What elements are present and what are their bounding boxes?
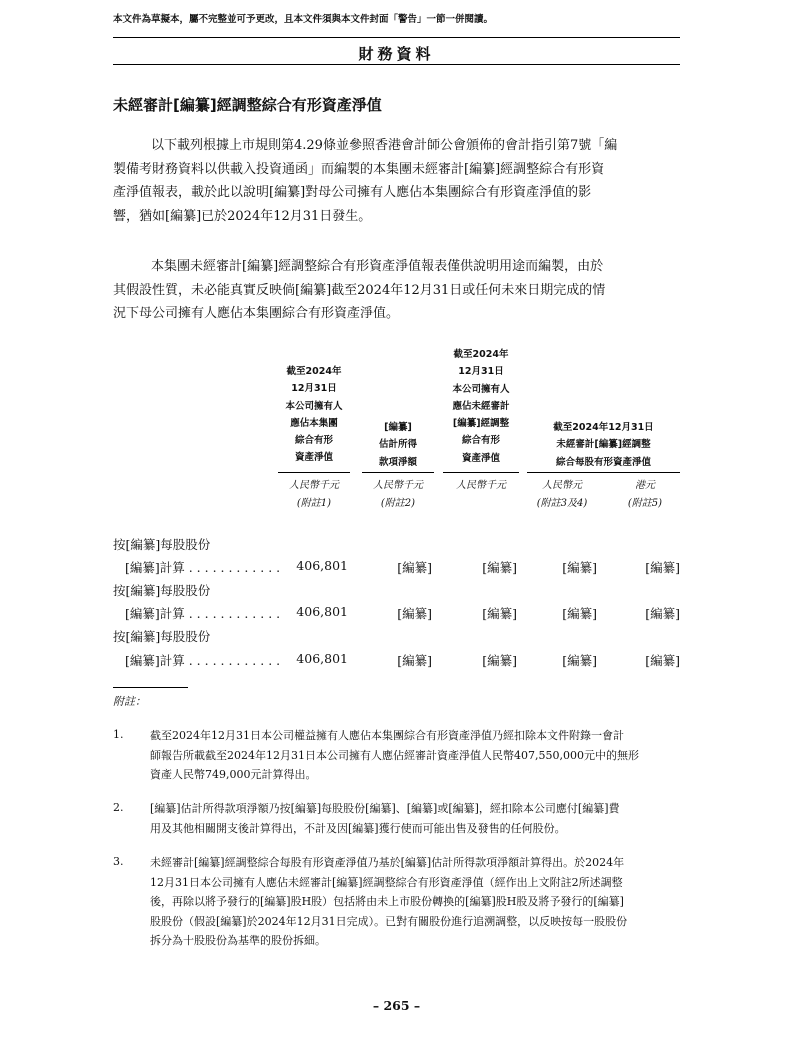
row-label: 按[編纂]每股股份 (113, 583, 211, 598)
table-cell: 406,801 (296, 651, 348, 666)
header-line: 估計所得 (378, 439, 417, 451)
table-cell: [編纂] (562, 653, 597, 668)
paragraph-line: 響，猶如[編纂]已於2024年12月31日發生。 (113, 208, 372, 224)
header-line: 截至2024年12月31日 (553, 422, 654, 433)
unit-note: (附註3及4) (536, 498, 588, 509)
header-line: 未經審計[編纂]經調整 (556, 439, 651, 451)
header-line: 截至2024年 (453, 349, 509, 360)
row-label: [編纂]計算 . . . . . . . . . . . . (125, 560, 281, 575)
title-divider (113, 64, 680, 65)
paragraph-line: 製備考財務資料以供載入投資通函」而編製的本集團未經審計[編纂]經調整綜合有形資 (113, 161, 605, 177)
purpose-paragraph (113, 255, 680, 326)
note-line: [編纂]估計所得款項淨額乃按[編纂]每股股份[編纂]、[編纂]或[編纂]，經扣除本公司應付[編纂]費 (150, 802, 620, 815)
table-cell: [編纂] (397, 653, 432, 668)
note-text (150, 853, 680, 951)
row-label: [編纂]計算 . . . . . . . . . . . . (125, 653, 281, 668)
header-line: 綜合有形 (294, 435, 333, 447)
notes-label: 附註： (113, 695, 146, 708)
header-line: 截至2024年 (286, 366, 342, 377)
col2-header (362, 419, 434, 471)
header-line: 綜合有形 (461, 435, 500, 447)
paragraph-line: 其假設性質，未必能真實反映倘[編纂]截至2024年12月31日或任何未來日期完成的情 (113, 282, 606, 298)
col45-header (527, 419, 680, 471)
note-line: 拆分為十股股份為基準的股份拆細。 (150, 934, 326, 947)
table-cell: 406,801 (296, 558, 348, 573)
header-line: 資產淨值 (294, 452, 333, 464)
paragraph-line: 以下載列根據上市規則第4.29條並參照香港會計師公會頒佈的會計指引第7號「編 (151, 138, 618, 153)
paragraph-line: 況下母公司擁有人應佔本集團綜合有形資產淨值。 (113, 306, 400, 321)
row-label: 按[編纂]每股股份 (113, 537, 211, 552)
note-number: 1. (113, 728, 124, 741)
top-divider (113, 37, 680, 38)
table-cell: [編纂] (482, 653, 517, 668)
page-number: – 265 – (372, 998, 421, 1013)
note-text (150, 726, 680, 785)
notes-divider (113, 687, 188, 688)
col1-header (278, 363, 350, 467)
header-line: [編纂]經調整 (452, 418, 510, 430)
unit-col1 (278, 477, 350, 513)
header-line: 本公司擁有人 (285, 400, 343, 412)
draft-disclaimer: 本文件為草擬本，屬不完整並可予更改，且本文件須與本文件封面「警告」一節一併閱讀。 (113, 14, 494, 25)
col3-rule (443, 472, 519, 473)
col1-rule (278, 472, 350, 473)
intro-paragraph (113, 134, 680, 228)
unit-label: 港元 (635, 480, 655, 491)
col3-header (443, 346, 519, 467)
table-cell: [編纂] (397, 560, 432, 575)
note-number: 3. (113, 855, 124, 868)
table-cell: [編纂] (645, 560, 680, 575)
note-number: 2. (113, 801, 124, 814)
table-cell: [編纂] (397, 606, 432, 621)
page-heading: 未經審計[編纂]經調整綜合有形資產淨值 (113, 96, 382, 114)
note-line: 師報告所載截至2024年12月31日本公司擁有人應佔經審計資產淨值人民幣407,550,000元中的無形 (150, 748, 639, 762)
paragraph-line: 產淨值報表，載於此以說明[編纂]對母公司擁有人應佔本集團綜合有形資產淨值的影 (113, 185, 592, 200)
row-label: 按[編纂]每股股份 (113, 629, 211, 644)
header-line: [編纂] (384, 422, 412, 433)
col45-rule (527, 472, 680, 473)
unit-label: 人民幣千元 (289, 480, 339, 491)
header-line: 款項淨額 (378, 456, 417, 468)
unit-col3 (443, 477, 519, 495)
table-cell: [編纂] (645, 606, 680, 621)
note-text (150, 799, 680, 838)
table-cell: [編纂] (645, 653, 680, 668)
unit-label: 人民幣元 (542, 480, 582, 491)
unit-label: 人民幣千元 (373, 480, 423, 491)
header-line: 12月31日 (291, 383, 337, 395)
table-cell: [編纂] (482, 606, 517, 621)
unit-note: (附註2) (380, 498, 416, 509)
header-line: 應佔未經審計 (452, 400, 510, 412)
note-line: 未經審計[編纂]經調整綜合每股有形資產淨值乃基於[編纂]估計所得款項淨額計算得出。於2024年 (150, 856, 625, 869)
header-line: 綜合每股有形資產淨值 (555, 456, 651, 468)
header-line: 12月31日 (458, 366, 504, 378)
table-cell: [編纂] (562, 606, 597, 621)
unit-note: (附註1) (296, 498, 332, 509)
paragraph-line: 本集團未經審計[編纂]經調整綜合有形資產淨值報表僅供說明用途而編製，由於 (151, 259, 604, 274)
note-line: 後，再除以將予發行的[編纂]股H股）包括將由未上市股份轉換的[編纂]股H股及將予發行的[編纂] (150, 895, 624, 908)
header-line: 資產淨值 (461, 452, 500, 464)
note-line: 12月31日本公司擁有人應佔未經審計[編纂]經調整綜合有形資產淨值（經作出上文附註2所述調整 (150, 875, 623, 889)
table-cell: [編纂] (482, 560, 517, 575)
note-line: 資產人民幣749,000元計算得出。 (150, 768, 317, 781)
section-title: 財務資料 (358, 45, 435, 63)
note-line: 用及其他相關開支後計算得出，不計及因[編纂]獲行使而可能出售及發售的任何股份。 (150, 821, 566, 835)
unit-col4 (527, 477, 597, 513)
col2-rule (362, 472, 434, 473)
unit-col2 (362, 477, 434, 513)
table-cell: [編纂] (562, 560, 597, 575)
unit-label: 人民幣千元 (456, 480, 506, 491)
table-cell: 406,801 (296, 604, 348, 619)
header-line: 本公司擁有人 (452, 383, 510, 395)
unit-note: (附註5) (627, 498, 663, 509)
header-line: 應佔本集團 (290, 417, 338, 429)
unit-col5 (610, 477, 680, 513)
note-line: 股股份（假設[編纂]於2024年12月31日完成）。已對有關股份進行追溯調整，以反映按每一股股份 (150, 914, 628, 928)
row-label: [編纂]計算 . . . . . . . . . . . . (125, 606, 281, 621)
note-line: 截至2024年12月31日本公司權益擁有人應佔本集團綜合有形資產淨值乃經扣除本文件附錄一會計 (150, 729, 624, 742)
